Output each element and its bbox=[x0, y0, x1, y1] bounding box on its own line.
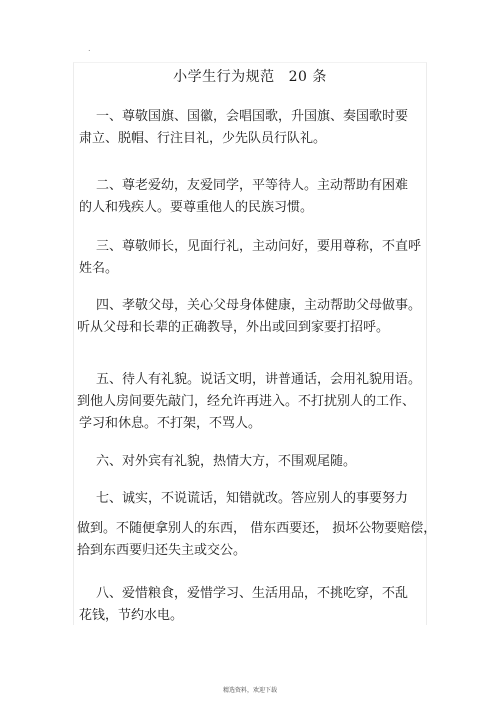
paragraph-line: 六、对外宾有礼貌，热情大方，不围观尾随。 bbox=[96, 454, 357, 469]
paragraph-line: 七、诚实，不说谎话，知错就改。答应别人的事要努力 bbox=[96, 491, 409, 506]
rule-paragraph-8 bbox=[79, 583, 409, 627]
paragraph-line: 三、尊敬师长，见面行礼，主动问好，要用尊称，不直呼 bbox=[96, 239, 422, 254]
rule-paragraph-4 bbox=[77, 295, 422, 339]
paragraph-line: 的人和残疾人。要尊重他人的民族习惯。 bbox=[79, 200, 314, 215]
paragraph-line: 花钱，节约水电。 bbox=[79, 608, 184, 623]
paragraph-line: 姓名。 bbox=[79, 261, 119, 276]
paragraph-line: 听从父母和长辈的正确教导，外出或回到家要打招呼。 bbox=[77, 320, 390, 335]
paragraph-line: 五、待人有礼貌。说话文明，讲普通话，会用礼貌用语。 bbox=[96, 372, 422, 387]
paragraph-line: 四、孝敬父母，关心父母身体健康，主动帮助父母做事。 bbox=[96, 298, 422, 313]
title-count: 20 条 bbox=[288, 69, 327, 85]
top-mark: . bbox=[88, 44, 91, 53]
rule-paragraph-7 bbox=[77, 488, 437, 562]
paragraph-line: 二、尊老爱幼，友爱同学，平等待人。主动帮助有困难 bbox=[96, 178, 409, 193]
page-title bbox=[0, 66, 500, 86]
rule-paragraph-3 bbox=[79, 236, 422, 280]
paragraph-line: 肃立、脱帽、行注目礼，少先队员行队礼。 bbox=[79, 131, 327, 146]
rule-paragraph-2 bbox=[79, 175, 409, 219]
title-text: 小学生行为规范 bbox=[173, 69, 275, 85]
paragraph-line: 一、尊敬国旗、国徽，会唱国歌，升国旗、奏国歌时要 bbox=[96, 109, 409, 124]
rule-paragraph-6 bbox=[91, 451, 356, 473]
rule-paragraph-1 bbox=[79, 106, 409, 150]
paragraph-line: 学习和休息。不打架，不骂人。 bbox=[79, 416, 262, 431]
paragraph-line: 到他人房间要先敲门，经允许再进入。不打扰别人的工作、 bbox=[77, 394, 416, 409]
page-footer: 精选资料，欢迎下载 bbox=[222, 687, 277, 694]
paragraph-line: 拾到东西要归还失主或交公。 bbox=[77, 543, 247, 558]
paragraph-line: 八、爱惜粮食，爱惜学习、生活用品，不挑吃穿，不乱 bbox=[96, 586, 409, 601]
paragraph-line: 做到。不随便拿别人的东西， 借东西要还， 损坏公物要赔偿， bbox=[77, 521, 437, 536]
rule-paragraph-5 bbox=[77, 369, 422, 435]
